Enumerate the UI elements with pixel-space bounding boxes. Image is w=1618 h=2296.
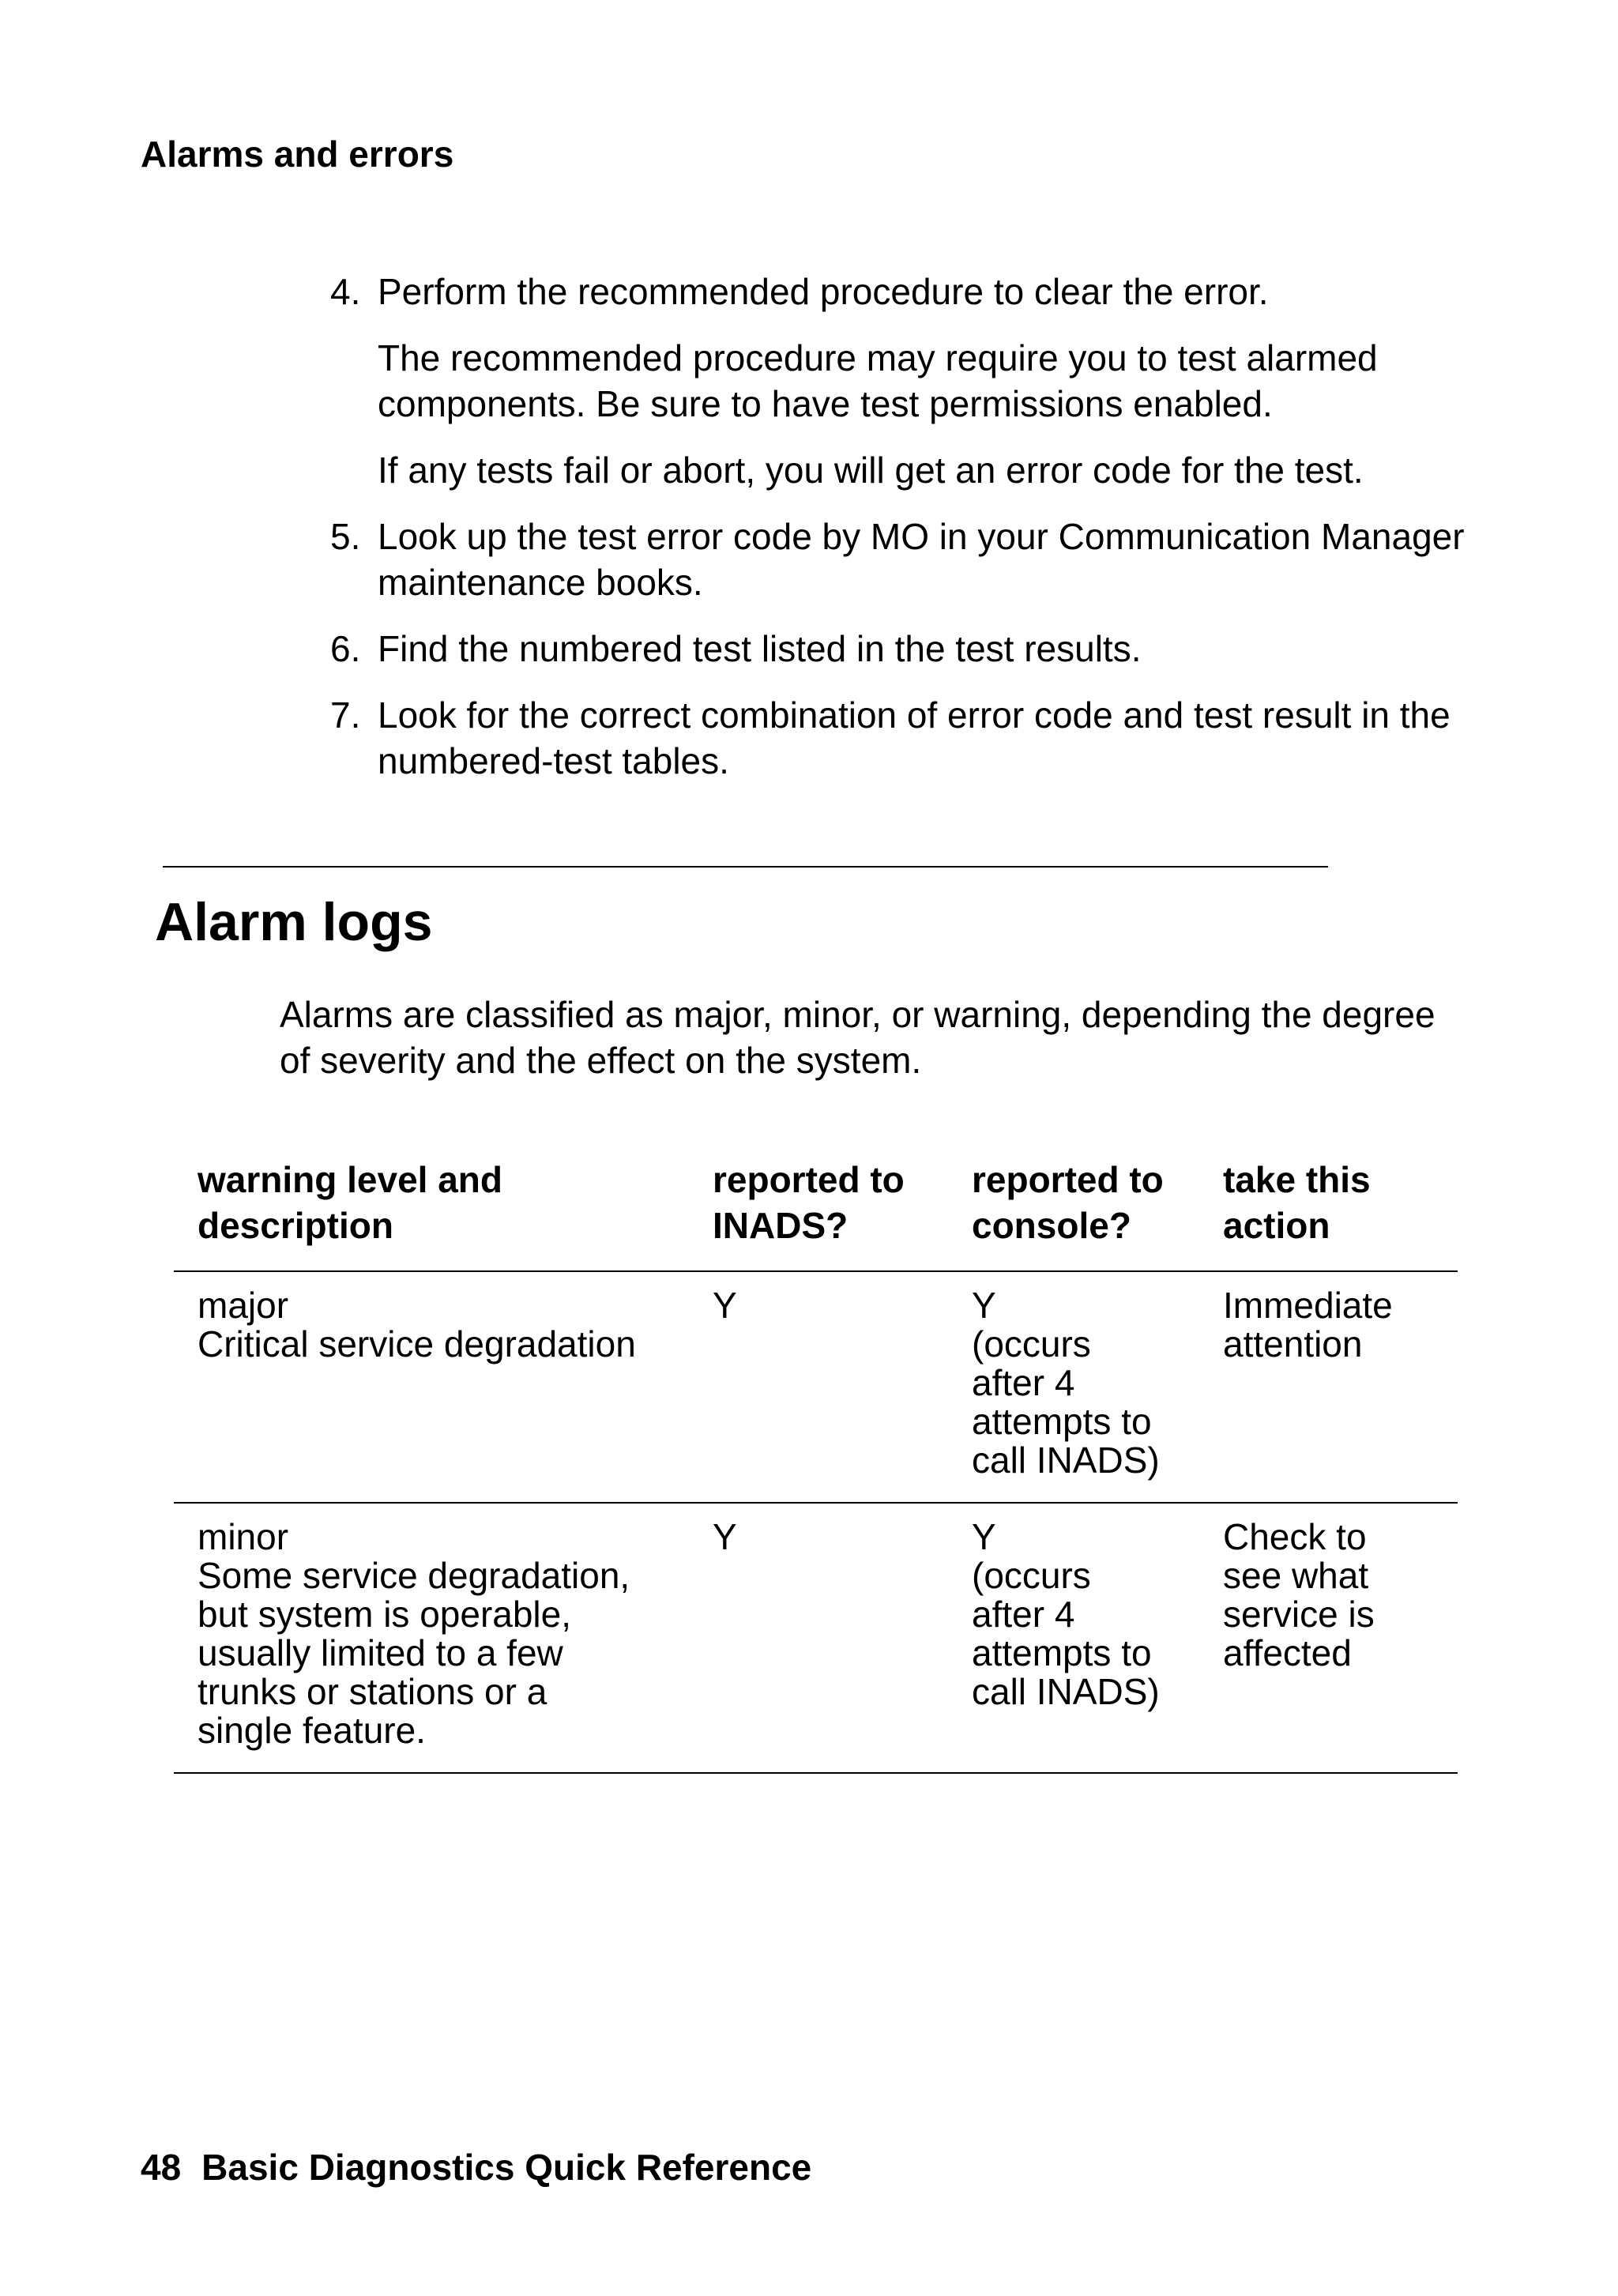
section-divider <box>163 866 1328 868</box>
step-5 <box>330 514 1484 605</box>
cell-reported-inads: Y <box>689 1271 948 1503</box>
cell-reported-console: Y (occurs after 4 attempts to call INADS) <box>948 1271 1199 1503</box>
running-header: Alarms and errors <box>141 134 454 175</box>
cell-warning-level: major Critical service degradation <box>174 1271 689 1503</box>
step-note: The recommended procedure may require you to test alarmed components. Be sure to have test permissions enabled. <box>378 337 1378 424</box>
page-number: 48 <box>141 2147 182 2188</box>
step-6 <box>330 626 1484 672</box>
section-title: Alarm logs <box>155 892 433 952</box>
column-header-action: take this action <box>1199 1154 1458 1271</box>
section-intro: Alarms are classified as major, minor, or warning, depending the degree of severity and the effect on the system. <box>280 994 1436 1081</box>
column-header-reported-console: reported to console? <box>948 1154 1199 1271</box>
step-7 <box>330 692 1484 784</box>
alarm-levels-table <box>174 1154 1458 1774</box>
procedure-steps <box>330 269 1484 804</box>
step-note: If any tests fail or abort, you will get an error code for the test. <box>378 450 1364 491</box>
step-text: Perform the recommended procedure to clear the error. <box>378 271 1269 312</box>
cell-action: Check to see what service is affected <box>1199 1503 1458 1773</box>
cell-action: Immediate attention <box>1199 1271 1458 1503</box>
column-header-warning-level: warning level and description <box>174 1154 689 1271</box>
step-text: Look for the correct combination of error code and test result in the numbered-test tables. <box>378 694 1451 781</box>
book-title: Basic Diagnostics Quick Reference <box>201 2147 812 2188</box>
step-text: Look up the test error code by MO in your Communication Manager maintenance books. <box>378 516 1465 603</box>
step-number: 4. <box>330 271 361 312</box>
step-number: 6. <box>330 628 361 669</box>
page-footer <box>141 2146 811 2189</box>
cell-warning-level: minor Some service degradation, but system is operable, usually limited to a few trunks or stations or a single feature. <box>174 1503 689 1773</box>
table-header-row <box>174 1154 1458 1271</box>
step-number: 5. <box>330 516 361 557</box>
step-number: 7. <box>330 694 361 736</box>
table-row-major <box>174 1271 1458 1503</box>
step-text: Find the numbered test listed in the test results. <box>378 628 1142 669</box>
step-4 <box>330 269 1484 493</box>
column-header-reported-inads: reported to INADS? <box>689 1154 948 1271</box>
cell-reported-inads: Y <box>689 1503 948 1773</box>
table-row-minor <box>174 1503 1458 1773</box>
cell-reported-console: Y (occurs after 4 attempts to call INADS) <box>948 1503 1199 1773</box>
